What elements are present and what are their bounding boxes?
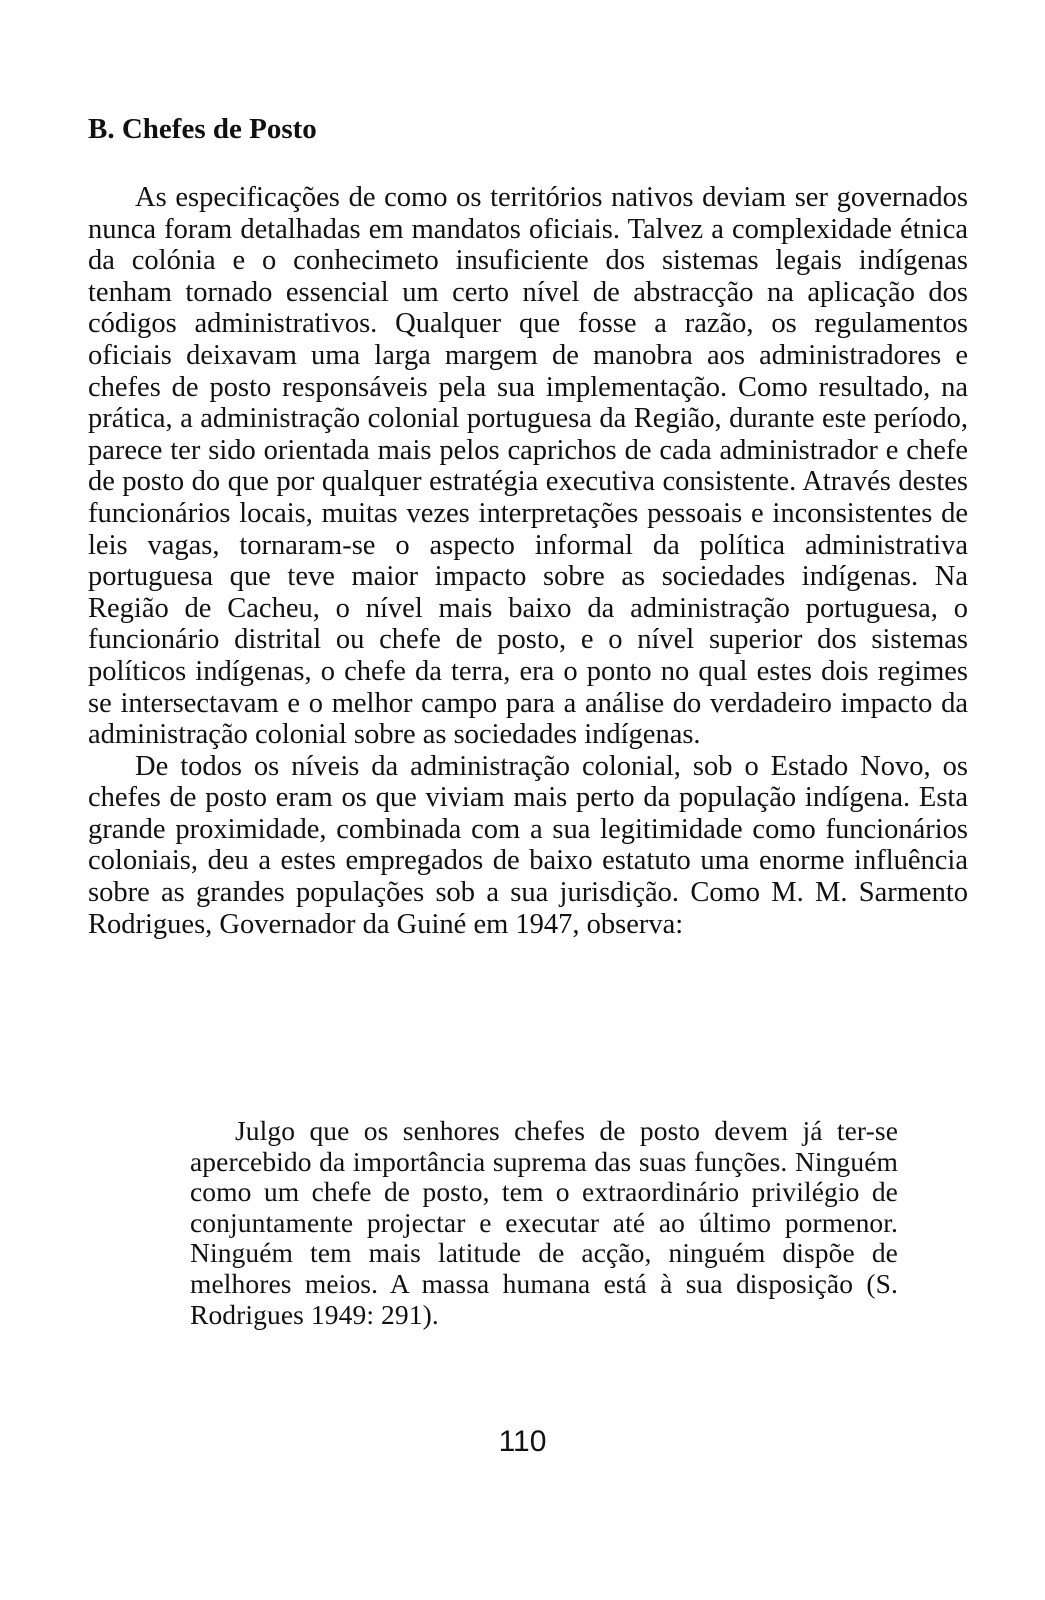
page-number: 110 xyxy=(498,1425,547,1458)
body-paragraph-1: As especificações de como os territórios nativos deviam ser governados nunca foram detalhadas em mandatos oficiais. Talvez a complexidade étnica da colónia e o conhecimeto insuficiente dos sistemas legais indígenas tenham tornado essencial um certo nível de abstracção na aplicação dos códigos administrativos. Qualquer que fosse a razão, os regulamentos oficiais deixavam uma larga margem de manobra aos administradores e chefes de posto responsáveis pela sua implementação. Como resultado, na prática, a administração colonial portuguesa da Região, durante este período, parece ter sido orientada mais pelos caprichos de cada administrador e chefe de posto do que por qualquer estratégia executiva consistente. Através destes funcionários locais, muitas vezes interpretações pessoais e inconsistentes de leis vagas, tornaram-se o aspecto informal da política administrativa portuguesa que teve maior impacto sobre as sociedades indígenas. Na Região de Cacheu, o nível mais baixo da administração portuguesa, o funcionário distrital ou chefe de posto, e o nível superior dos sistemas políticos indígenas, o chefe da terra, era o ponto no qual estes dois regimes se intersectavam e o melhor campo para a análise do verdadeiro impacto da administração colonial sobre as sociedades indígenas. xyxy=(88,182,968,751)
body-paragraph-2: De todos os níveis da administração colonial, sob o Estado Novo, os chefes de posto eram os que viviam mais perto da população indígena. Esta grande proximidade, combinada com a sua legitimidade como funcionários coloniais, deu a estes empregados de baixo estatuto uma enorme influência sobre as grandes populações sob a sua jurisdição. Como M. M. Sarmento Rodrigues, Governador da Guiné em 1947, observa: xyxy=(88,750,968,940)
block-quote: Julgo que os senhores chefes de posto devem já ter-se apercebido da importância suprema das suas funções. Ninguém como um chefe de posto, tem o extraordinário privilégio de conjuntamente projectar e executar até ao último pormenor. Ninguém tem mais latitude de acção, ninguém dispõe de melhores meios. A massa humana está à sua disposição (S. Rodrigues 1949: 291). xyxy=(190,1115,898,1330)
page-content xyxy=(88,100,968,940)
section-heading: B. Chefes de Posto xyxy=(88,113,317,145)
